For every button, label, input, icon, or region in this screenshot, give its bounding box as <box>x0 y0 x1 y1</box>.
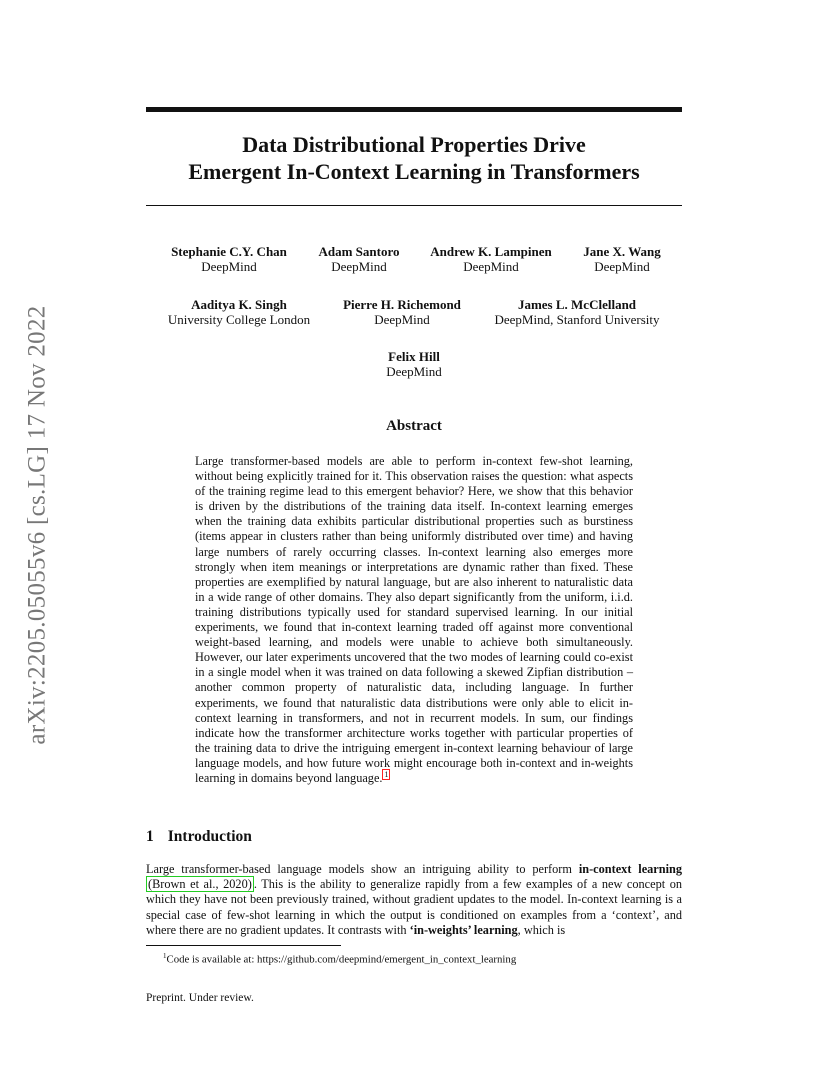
author-block <box>386 349 442 379</box>
author-affiliation: DeepMind <box>386 364 442 379</box>
author-name: Jane X. Wang <box>583 244 661 259</box>
author-block <box>583 244 660 274</box>
author-block <box>168 297 310 327</box>
intro-text: . This is the ability to generalize rapidly from a few examples of a new concept on which they have not been previously trained, without gradient updates to the model. In-context learning is a special case of few-shot learning in which the output is conditioned on examples from a ‘context’, and where there are no gradient updates. It contrasts with <box>146 877 682 937</box>
author-name: Stephanie C.Y. Chan <box>171 244 287 259</box>
footnote <box>163 950 516 967</box>
section-number: 1 <box>146 828 154 845</box>
author-name: James L. McClelland <box>517 297 637 312</box>
author-block <box>318 244 399 274</box>
author-name: Andrew K. Lampinen <box>430 244 552 259</box>
intro-text: , which is <box>517 922 566 937</box>
author-block <box>430 244 551 274</box>
section-heading-introduction <box>146 828 252 846</box>
paper-title-line-2: Emergent In-Context Learning in Transformers <box>188 159 640 184</box>
author-affiliation: DeepMind <box>201 259 257 274</box>
author-affiliation: DeepMind <box>594 259 650 274</box>
arxiv-identifier <box>18 285 58 765</box>
author-name: Aaditya K. Singh <box>191 297 287 312</box>
paper-title-line-1: Data Distributional Properties Drive <box>242 132 586 157</box>
footnote-link[interactable]: 1 <box>384 769 389 779</box>
paper-title <box>146 131 682 185</box>
section-title: Introduction <box>167 828 252 845</box>
footnote-text: Code is available at: https://github.com/deepmind/emergent_in_context_learning <box>166 953 517 966</box>
author-block <box>343 297 461 327</box>
footnote-marker: 1 <box>163 952 167 960</box>
intro-emphasis: ‘in-weights’ learning <box>409 922 518 937</box>
author-name: Pierre H. Richemond <box>343 297 461 312</box>
citation-link[interactable]: (Brown et al., 2020) <box>148 877 252 892</box>
author-affiliation: DeepMind <box>374 312 430 327</box>
author-affiliation: DeepMind <box>331 259 387 274</box>
footnote-rule <box>146 945 341 946</box>
abstract-heading: Abstract <box>386 418 442 434</box>
title-top-rule <box>146 107 682 112</box>
abstract-body-text: Large transformer-based models are able to perform in-context few-shot learning, without being explicitly trained for it. This observation raises the question: what aspects of the training regime lead to this emergent behavior? Here, we show that this behavior is driven by the distributions of the training data itself. In-context learning emerges when the training data exhibits particular distributional properties such as burstiness (items appear in clusters rather than being uniformly distributed over time) and having large numbers of rarely occurring classes. In-context learning also emerges more strongly when item meanings or interpretations are dynamic rather than fixed. These properties are exemplified by natural language, but are also inherent to naturalistic data in a wide range of other domains. They also depart significantly from the uniform, i.i.d. training distributions typically used for standard supervised learning. In our initial experiments, we found that in-context learning traded off against more conventional weight-based learning, and models were unable to achieve both simultaneously. However, our later experiments uncovered that the two modes of learning could co-exist in a single model when it was trained on data following a skewed Zipfian distribution – another common property of naturalistic data, including language. In further experiments, we found that naturalistic data distributions were only able to elicit in-context learning in transformers, and not in recurrent models. In sum, our findings indicate how the transformer architecture works together with particular properties of the training data to drive the intriguing emergent in-context learning behaviour of large language models, and how future work might encourage both in-context and in-weights learning in domains beyond language. <box>195 454 633 785</box>
author-block <box>494 297 659 327</box>
arxiv-identifier-text: arXiv:2205.05055v6 [cs.LG] 17 Nov 2022 <box>24 305 51 745</box>
author-affiliation: DeepMind, Stanford University <box>494 312 660 327</box>
author-name: Adam Santoro <box>318 244 400 259</box>
preprint-note: Preprint. Under review. <box>146 992 254 1004</box>
author-block <box>171 244 287 274</box>
intro-text: Large transformer-based language models show an intriguing ability to perform <box>146 862 579 876</box>
abstract-text <box>195 454 633 786</box>
author-affiliation: DeepMind <box>463 259 519 274</box>
introduction-paragraph <box>146 862 682 938</box>
title-bottom-rule <box>146 205 682 206</box>
author-affiliation: University College London <box>167 312 311 327</box>
intro-emphasis: in-context learning <box>578 862 683 876</box>
author-name: Felix Hill <box>388 349 440 364</box>
